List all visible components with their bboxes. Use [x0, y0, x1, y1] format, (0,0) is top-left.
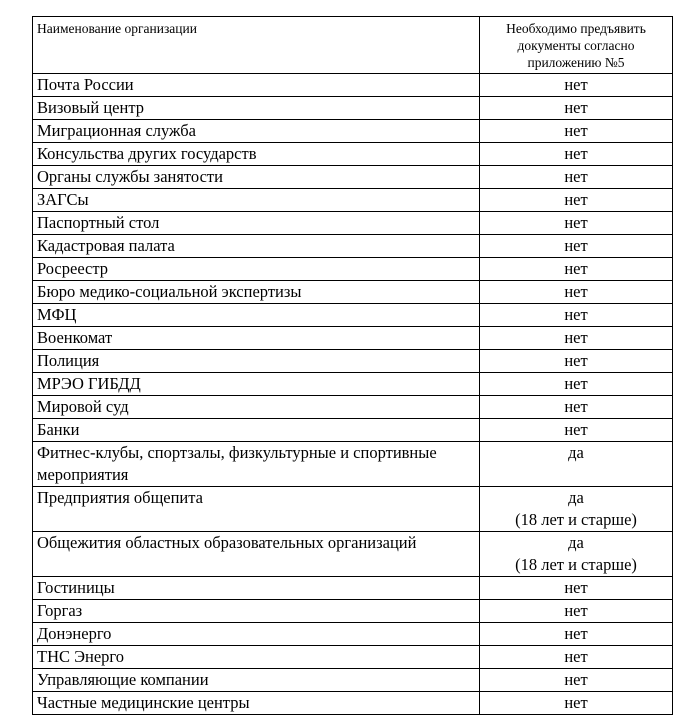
- requirement-value: нет: [564, 670, 588, 689]
- organization-name-cell: Горгаз: [33, 600, 480, 623]
- requirement-value: нет: [564, 121, 588, 140]
- organization-name-cell: МРЭО ГИБДД: [33, 373, 480, 396]
- organization-name-cell: Бюро медико-социальной экспертизы: [33, 281, 480, 304]
- documents-required-cell: [480, 646, 673, 669]
- table-row: [33, 646, 673, 669]
- table-row: [33, 189, 673, 212]
- organization-name-cell: Частные медицинские центры: [33, 692, 480, 715]
- documents-required-cell: [480, 120, 673, 143]
- requirement-value: нет: [564, 213, 588, 232]
- header-documents-required: Необходимо предъявить документы согласно приложению №5: [480, 17, 673, 74]
- documents-required-cell: [480, 235, 673, 258]
- table-row: [33, 212, 673, 235]
- table-row: [33, 97, 673, 120]
- requirement-value: нет: [564, 647, 588, 666]
- requirement-value: нет: [564, 259, 588, 278]
- organization-name-cell: Полиция: [33, 350, 480, 373]
- organization-name-cell: Управляющие компании: [33, 669, 480, 692]
- table-row: [33, 532, 673, 577]
- documents-required-cell: [480, 577, 673, 600]
- organization-name-cell: Кадастровая палата: [33, 235, 480, 258]
- documents-required-cell: [480, 304, 673, 327]
- organization-name-cell: Гостиницы: [33, 577, 480, 600]
- organization-name-cell: Донэнерго: [33, 623, 480, 646]
- organization-name-cell: Предприятия общепита: [33, 487, 480, 532]
- requirement-value: нет: [564, 305, 588, 324]
- organization-name-cell: Банки: [33, 419, 480, 442]
- requirement-value: нет: [564, 624, 588, 643]
- documents-required-cell: [480, 623, 673, 646]
- table-body: [33, 74, 673, 715]
- documents-required-cell: [480, 669, 673, 692]
- table-row: [33, 166, 673, 189]
- requirement-value: да: [568, 533, 584, 552]
- requirement-value: нет: [564, 167, 588, 186]
- documents-required-cell: [480, 143, 673, 166]
- table-row: [33, 74, 673, 97]
- requirement-value: нет: [564, 144, 588, 163]
- organization-name-cell: Органы службы занятости: [33, 166, 480, 189]
- documents-required-cell: [480, 419, 673, 442]
- requirement-value: нет: [564, 351, 588, 370]
- organization-name-cell: ЗАГСы: [33, 189, 480, 212]
- requirement-value: нет: [564, 98, 588, 117]
- requirement-value: нет: [564, 601, 588, 620]
- table-row: [33, 396, 673, 419]
- documents-required-cell: [480, 189, 673, 212]
- documents-required-cell: [480, 487, 673, 532]
- table-row: [33, 600, 673, 623]
- requirement-value: да: [568, 443, 584, 462]
- table-row: [33, 281, 673, 304]
- organization-name-cell: Общежития областных образовательных организаций: [33, 532, 480, 577]
- organization-name-cell: Визовый центр: [33, 97, 480, 120]
- organizations-table: [32, 16, 673, 715]
- table-row: [33, 143, 673, 166]
- documents-required-cell: [480, 258, 673, 281]
- organization-name-cell: ТНС Энерго: [33, 646, 480, 669]
- organization-name-cell: Паспортный стол: [33, 212, 480, 235]
- table-row: [33, 623, 673, 646]
- documents-required-cell: [480, 373, 673, 396]
- organization-name-cell: Фитнес-клубы, спортзалы, физкультурные и спортивные мероприятия: [33, 442, 480, 487]
- requirement-value: нет: [564, 578, 588, 597]
- organization-name-cell: МФЦ: [33, 304, 480, 327]
- organization-name-cell: Миграционная служба: [33, 120, 480, 143]
- table-row: [33, 442, 673, 487]
- table-row: [33, 327, 673, 350]
- documents-required-cell: [480, 166, 673, 189]
- organization-name-cell: Росреестр: [33, 258, 480, 281]
- table-row: [33, 419, 673, 442]
- table-row: [33, 120, 673, 143]
- table-row: [33, 487, 673, 532]
- organization-name-cell: Консульства других государств: [33, 143, 480, 166]
- table-row: [33, 304, 673, 327]
- documents-required-cell: [480, 327, 673, 350]
- requirement-value: нет: [564, 374, 588, 393]
- documents-required-cell: [480, 350, 673, 373]
- requirement-note: (18 лет и старше): [515, 510, 637, 529]
- organization-name-cell: Военкомат: [33, 327, 480, 350]
- requirement-value: нет: [564, 190, 588, 209]
- requirement-value: нет: [564, 282, 588, 301]
- documents-required-cell: [480, 212, 673, 235]
- documents-required-cell: [480, 442, 673, 487]
- requirement-note: (18 лет и старше): [515, 555, 637, 574]
- table-row: [33, 373, 673, 396]
- organization-name-cell: Мировой суд: [33, 396, 480, 419]
- table-row: [33, 350, 673, 373]
- documents-required-cell: [480, 74, 673, 97]
- table-row: [33, 577, 673, 600]
- requirement-value: нет: [564, 328, 588, 347]
- requirement-value: нет: [564, 397, 588, 416]
- table-row: [33, 235, 673, 258]
- organization-name-cell: Почта России: [33, 74, 480, 97]
- requirement-value: нет: [564, 75, 588, 94]
- requirement-value: нет: [564, 236, 588, 255]
- documents-required-cell: [480, 692, 673, 715]
- table-row: [33, 258, 673, 281]
- requirement-value: да: [568, 488, 584, 507]
- table-row: [33, 669, 673, 692]
- documents-required-cell: [480, 532, 673, 577]
- documents-required-cell: [480, 281, 673, 304]
- requirement-value: нет: [564, 420, 588, 439]
- documents-required-cell: [480, 600, 673, 623]
- table-row: [33, 692, 673, 715]
- documents-required-cell: [480, 396, 673, 419]
- documents-required-cell: [480, 97, 673, 120]
- requirement-value: нет: [564, 693, 588, 712]
- header-organization-name: Наименование организации: [33, 17, 480, 74]
- table-header-row: [33, 17, 673, 74]
